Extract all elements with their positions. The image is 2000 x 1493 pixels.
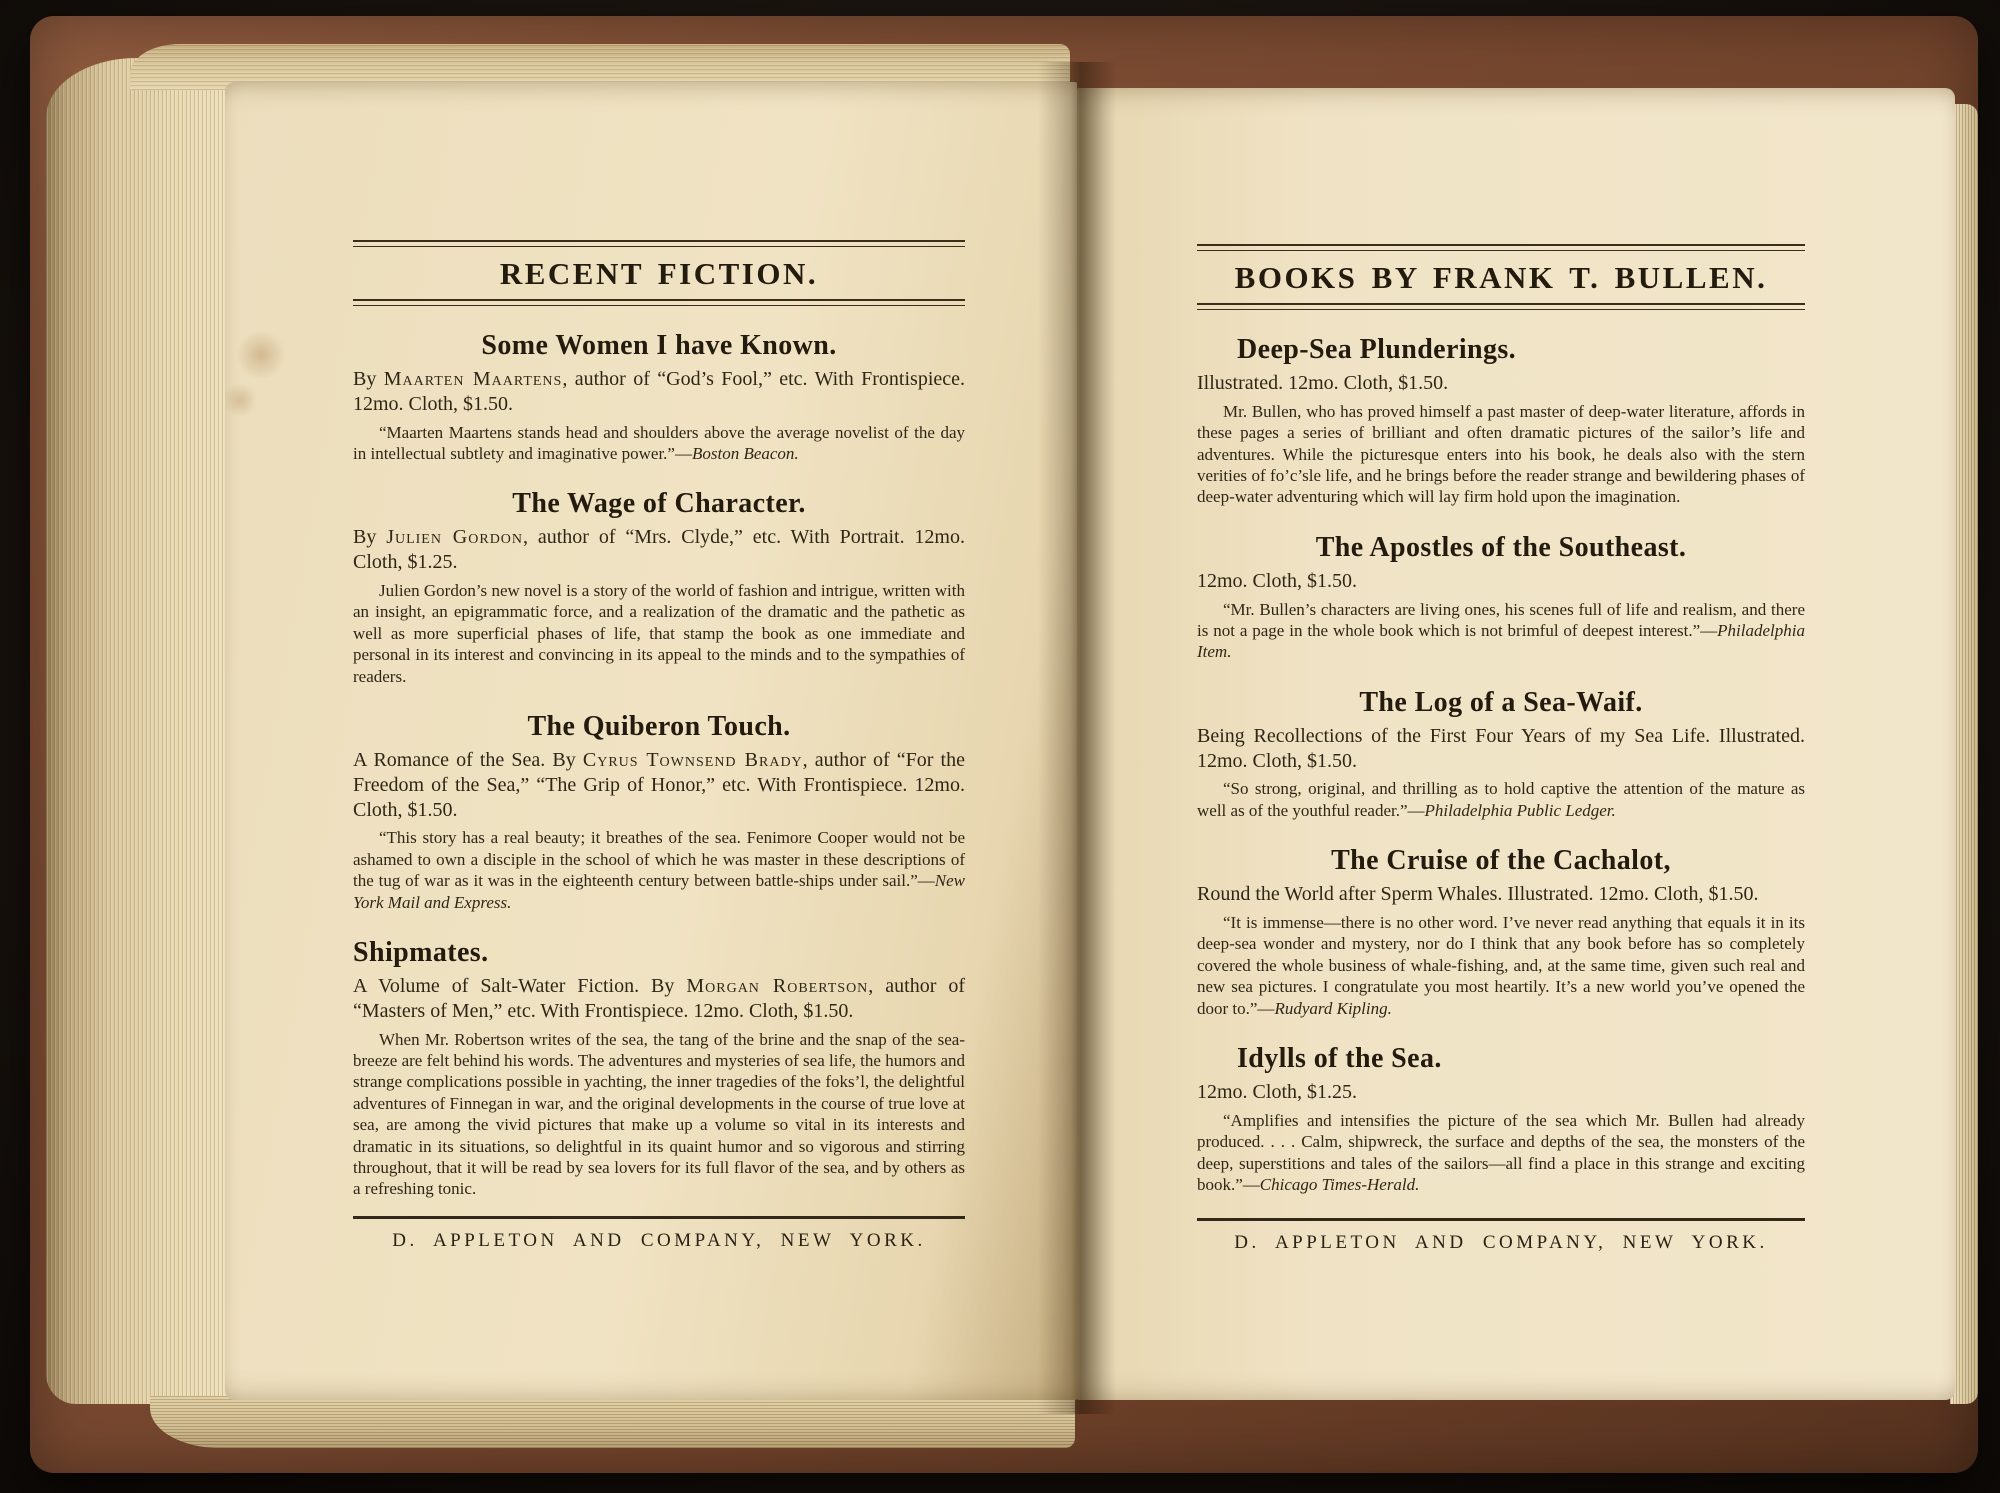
book-title: The Log of a Sea-Waif.: [1359, 686, 1643, 718]
book-description: [1197, 401, 1805, 508]
book-meta: [1197, 371, 1805, 396]
quote-source: Philadelphia Public Ledger.: [1424, 800, 1616, 820]
book-description: [1197, 599, 1805, 663]
footer-rule: [353, 1216, 965, 1219]
left-page-footer: [353, 1216, 965, 1252]
book-meta: [353, 748, 965, 822]
book-meta: [353, 525, 965, 575]
book-title: Some Women I have Known.: [481, 330, 837, 361]
right-page-header: [1197, 244, 1805, 310]
double-rule: [353, 299, 965, 306]
book-description: [353, 580, 965, 687]
description-text: “Amplifies and intensifies the picture of the sea which Mr. Bullen had already produced. . . . Calm, shipwreck, the surface and depths of the sea, the monsters of the deep, superstitions and tales of the sailors—all find a place in this strange and exciting book.”—: [1197, 1110, 1805, 1195]
quote-source: Philadelphia Item.: [1197, 621, 1805, 662]
double-rule: [1197, 244, 1805, 251]
book-entry: [1197, 835, 1805, 1019]
description-text: “This story has a real beauty; it breathes of the sea. Fenimore Cooper would not be ashamed to own a disciple in the school of which he was master in these descriptions of the tug of war as it was in the eighteenth century between battle-ships under sail.”—: [353, 828, 965, 891]
description-text: “Maarten Maartens stands head and shoulders above the average novelist of the day in intellectual subtlety and imaginative power.”—: [353, 422, 965, 463]
book-meta: [1197, 724, 1805, 774]
meta-text: Being Recollections of the First Four Years of my Sea Life. Illustrated. 12mo. Cloth, $1.50.: [1197, 724, 1805, 772]
right-page: [1077, 88, 1955, 1400]
left-page: [225, 82, 1077, 1400]
description-text: Mr. Bullen, who has proved himself a past master of deep-water literature, affords in these pages a series of brilliant and often dramatic pictures of the sailor’s life and adventures. While the picturesque enters into his book, he deals also with the stern verities of fo’c’sle life, and he brings before the reader strange and bewildering phases of deep-water adventuring which will lay firm hold upon the imagination.: [1197, 401, 1805, 507]
book-title: Shipmates.: [353, 937, 489, 969]
meta-text: A Romance of the Sea. By: [353, 749, 583, 772]
book-entry: [1197, 324, 1805, 508]
left-page-content: [225, 82, 1077, 1400]
book-title: The Cruise of the Cachalot,: [1331, 845, 1671, 877]
meta-text: Round the World after Sperm Whales. Illustrated. 12mo. Cloth, $1.50.: [1197, 883, 1759, 906]
quote-source: Boston Beacon.: [691, 444, 799, 463]
book-entry: [1197, 522, 1805, 663]
page-edges-left: [46, 58, 228, 1404]
author-name: Maarten Maartens: [383, 368, 563, 390]
author-name: Julien Gordon: [386, 526, 524, 549]
publisher-imprint: D. APPLETON AND COMPANY, NEW YORK.: [1234, 1232, 1768, 1253]
quote-source: New York Mail and Express.: [353, 871, 965, 912]
meta-text: 12mo. Cloth, $1.25.: [1197, 1081, 1358, 1104]
book-entry: [353, 478, 965, 687]
quote-source: Chicago Times-Herald.: [1259, 1175, 1420, 1195]
quote-source: Rudyard Kipling.: [1274, 998, 1392, 1018]
book-entry: [353, 701, 965, 913]
book-meta: [1197, 1080, 1805, 1105]
footer-rule: [1197, 1218, 1805, 1221]
meta-text: By: [353, 526, 387, 549]
book-entry: [1197, 677, 1805, 821]
page-heading: RECENT FICTION.: [499, 256, 819, 291]
page-edges-bottom: [150, 1396, 1075, 1448]
book-entry: [353, 927, 965, 1200]
book-title: Deep-Sea Plunderings.: [1237, 334, 1517, 365]
book-entry: [353, 320, 965, 464]
book-entry: [1197, 1033, 1805, 1195]
book-meta: [353, 367, 965, 417]
author-name: Morgan Robertson: [686, 975, 869, 998]
left-page-header: [353, 240, 965, 306]
book-title: Idylls of the Sea.: [1237, 1043, 1442, 1075]
meta-text: Illustrated. 12mo. Cloth, $1.50.: [1197, 372, 1449, 394]
book-description: [353, 1029, 965, 1200]
description-text: “So strong, original, and thrilling as to hold captive the attention of the mature as well as of the youthful reader.”—: [1197, 779, 1805, 820]
book-description: [1197, 778, 1805, 821]
book-meta: [1197, 569, 1805, 594]
right-page-footer: [1197, 1218, 1805, 1254]
meta-text: , author of “Masters of Men,” etc. With Frontispiece. 12mo. Cloth, $1.50.: [353, 975, 965, 1022]
description-text: “It is immense—there is no other word. I’ve never read anything that equals it in its deep-sea wonder and mystery, nor do I think that any book before has so completely covered the whole business of whale-fishing, and, at the same time, given such real and new sea pictures. I congratulate you most heartily. It’s a new world you’ve opened the door to.”—: [1197, 913, 1805, 1018]
book-description: [353, 422, 965, 465]
book-description: [353, 827, 965, 913]
book-title: The Apostles of the Southeast.: [1315, 531, 1687, 563]
book-title: The Wage of Character.: [512, 488, 806, 520]
page-heading: BOOKS BY FRANK T. BULLEN.: [1234, 260, 1768, 295]
meta-text: , author of “For the Freedom of the Sea,” “The Grip of Honor,” etc. With Frontispiece. 12mo. Cloth, $1.50.: [353, 749, 965, 821]
double-rule: [353, 240, 965, 247]
book-meta: [353, 974, 965, 1024]
meta-text: A Volume of Salt-Water Fiction. By: [353, 975, 687, 998]
right-page-content: [1077, 88, 1955, 1400]
book-description: [1197, 912, 1805, 1019]
meta-text: By: [353, 368, 384, 390]
publisher-imprint: D. APPLETON AND COMPANY, NEW YORK.: [392, 1230, 926, 1251]
double-rule: [1197, 303, 1805, 310]
book-description: [1197, 1110, 1805, 1196]
description-text: “Mr. Bullen’s characters are living ones, his scenes full of life and realism, and there is not a page in the whole book which is not brimful of deepest interest.”—: [1197, 599, 1805, 641]
meta-text: , author of “God’s Fool,” etc. With Frontispiece. 12mo. Cloth, $1.50.: [353, 368, 966, 415]
description-text: When Mr. Robertson writes of the sea, the tang of the brine and the snap of the sea-breeze are felt behind his words. The adventures and mysteries of sea life, the humors and strange complications possible in yachting, the inner tragedies of the foks’l, the delightful adventures of Finnegan in war, and the original developments in the course of true love at sea, are among the vivid pictures that make up a volume so vital in its interests and dramatic in its situations, so delightful in its quaint humor and so vigorous and stirring throughout, that it will be read by sea lovers for its full flavor of the sea, and by others as a refreshing tonic.: [353, 1029, 965, 1199]
book-meta: [1197, 882, 1805, 907]
meta-text: , author of “Mrs. Clyde,” etc. With Portrait. 12mo. Cloth, $1.25.: [353, 526, 965, 574]
meta-text: 12mo. Cloth, $1.50.: [1197, 569, 1358, 592]
book-title: The Quiberon Touch.: [527, 711, 791, 743]
description-text: Julien Gordon’s new novel is a story of the world of fashion and intrigue, written with an insight, an epigrammatic force, and a realization of the dramatic and the pathetic as well as more superficial phases of life, that stamp the book as one immediate and personal in its interest and convincing in its appeal to the minds and to the sympathies of readers.: [353, 581, 965, 686]
author-name: Cyrus Townsend Brady: [582, 749, 803, 772]
